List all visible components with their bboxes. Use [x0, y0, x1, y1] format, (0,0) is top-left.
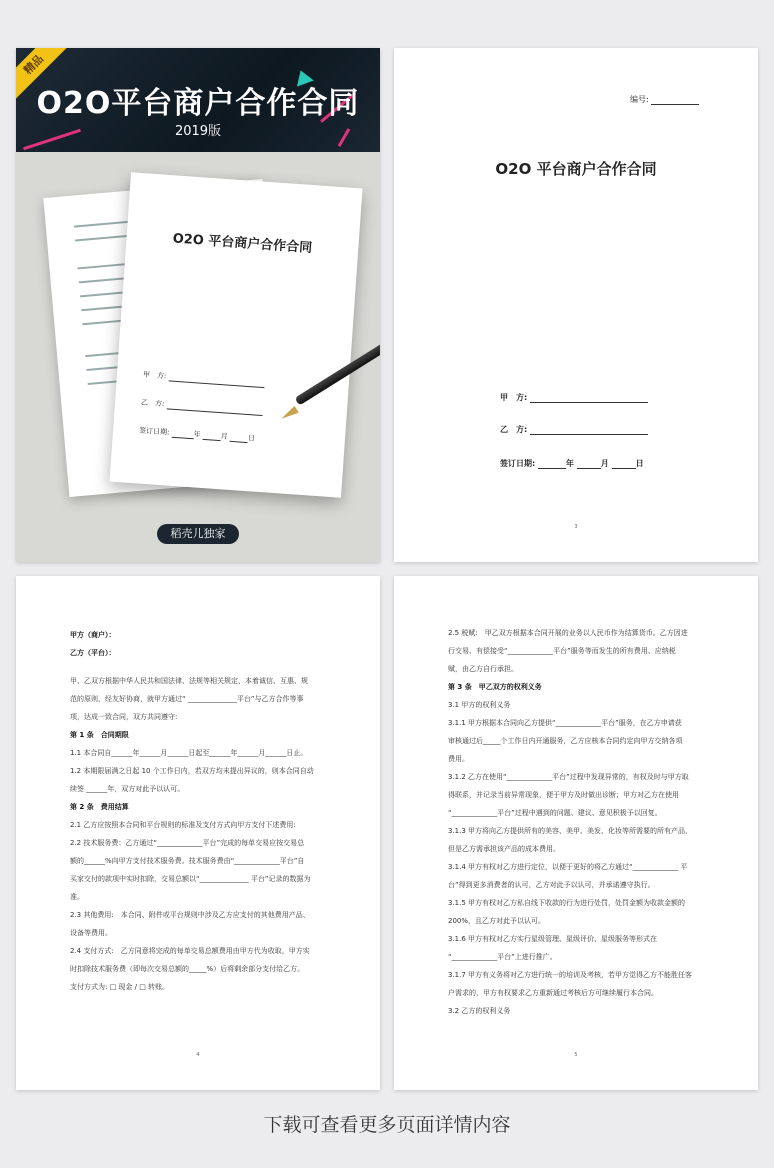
cover-title: O2O平台商户合作合同: [36, 86, 360, 121]
page-number: 5: [574, 1052, 578, 1058]
text-line: “_____________平台”上进行推广。: [448, 953, 557, 961]
serial-number: [630, 94, 699, 105]
front-paper: [109, 172, 362, 497]
text-line: 支付方式为: □ 现金 / □ 转账。: [70, 983, 170, 991]
paper-title: O2O 平台商户合作合同: [172, 231, 313, 257]
party-b-row: [141, 398, 263, 416]
page-number: 4: [196, 1052, 200, 1058]
date-blank: [612, 468, 636, 469]
serial-line: [651, 104, 699, 105]
sign-date-row: [500, 458, 644, 469]
text-line: 准。: [70, 893, 84, 901]
text-line: 3.2 乙方的权利义务: [448, 1007, 511, 1015]
date-blank: [171, 437, 193, 440]
section-heading: 第 2 条 费用结算: [70, 803, 129, 811]
text-line: 3.1.5 甲方有权对乙方私自线下收款的行为进行处罚，处罚金额为收款金额的: [448, 899, 686, 907]
text-line: 3.1 甲方的权利义务: [448, 701, 511, 709]
date-blank: [538, 468, 566, 469]
month-label: 月: [600, 459, 609, 468]
party-a-label: 甲 方:: [500, 393, 528, 402]
text-line: 3.1.1 甲方根据本合同向乙方提供“_____________平台”服务，在乙方申请获: [448, 719, 682, 727]
date-blank: [230, 441, 248, 443]
text-line: 但是乙方需承担该产品的成本费用。: [448, 845, 560, 853]
serial-label: 编号:: [630, 95, 649, 104]
date-blank: [202, 439, 220, 441]
text-line: 甲、乙双方根据中华人民共和国法律、法规等相关规定，本着诚信、互惠、规: [70, 677, 308, 685]
text-line: 2.1 乙方应按照本合同和平台规则的标准及支付方式向甲方支付下述费用:: [70, 821, 296, 829]
section-heading: 甲方（商户）：: [70, 631, 116, 639]
section-heading: 第 3 条 甲乙双方的权利义务: [448, 683, 542, 691]
text-line: 1.1 本合同自______年______月______日起至______年______月______日止。: [70, 749, 308, 757]
text-line: 1.2 本期限届满之日起 10 个工作日内，若双方均未提出异议的，则本合同自动: [70, 767, 314, 775]
text-line: 200%，且乙方对此予以认可。: [448, 917, 546, 925]
sign-date-row: [139, 425, 255, 443]
section-heading: 第 1 条 合同期限: [70, 731, 129, 739]
text-line: 得联系，并记录当前异常现象，便于甲方及时做出诊断；甲方对乙方在使用: [448, 791, 679, 799]
premium-badge: 精品: [16, 48, 70, 101]
text-line: 3.1.7 甲方有义务将对乙方进行统一的培训及考核，若甲方觉得乙方不能胜任客: [448, 971, 693, 979]
party-b-line: [166, 408, 262, 416]
text-line: 时扣除技术服务费（即每次交易总额的_____%）后将剩余部分支付给乙方。: [70, 965, 305, 973]
title-page: [394, 48, 758, 562]
text-line: 台”得到更多消费者的认可，乙方对此予以认可，并承诺遵守执行。: [448, 881, 655, 889]
text-line: 买家交付的款项中实时扣除，交易总额以“______________ 平台”记录的数据为: [70, 875, 311, 883]
date-blank: [577, 468, 601, 469]
month-label: 月: [220, 432, 228, 441]
text-line: 审核通过后_____个工作日内开通服务，乙方应核本合同约定向甲方交纳各项: [448, 737, 683, 745]
party-a-line: [168, 380, 264, 388]
paragraph-gap: [70, 662, 332, 672]
text-line: 续签 ______年，双方对此予以认可。: [70, 785, 185, 793]
party-a-row: [143, 370, 265, 388]
page-body: [448, 624, 710, 1020]
party-b-label: 乙 方:: [140, 398, 165, 409]
text-line: 费用。: [448, 755, 469, 763]
exclusive-badge: 稻壳儿独家: [157, 524, 239, 544]
page-number: 3: [574, 524, 578, 530]
text-line: 2.5 税赋: 甲乙双方根据本合同开展的业务以人民币作为结算货币。乙方因进: [448, 629, 688, 637]
cover-year: 2019版: [174, 124, 222, 139]
cover-banner: [16, 48, 380, 152]
year-label: 年: [193, 430, 201, 439]
sign-date-label: 签订日期:: [500, 459, 536, 468]
party-b-row: [500, 424, 648, 435]
contract-page-5: [394, 576, 758, 1090]
party-a-label: 甲 方:: [142, 370, 167, 381]
year-label: 年: [566, 459, 574, 468]
section-heading: 乙方（平台）：: [70, 649, 116, 657]
text-line: 行交易、有偿接受“_____________平台”服务等而发生的所有费用、应纳税: [448, 647, 676, 655]
text-line: 户需求的，甲方有权要求乙方重新通过考核后方可继续履行本合同。: [448, 989, 658, 997]
text-line: “_____________平台”过程中遇到的问题、建议、意见积极予以回复。: [448, 809, 662, 817]
party-a-row: [500, 392, 648, 403]
doc-title: O2O 平台商户合作合同: [495, 160, 657, 178]
text-line: 设备等费用。: [70, 929, 112, 937]
text-line: 3.1.6 甲方有权对乙方实行星级管理、星级评价、星级服务等形式在: [448, 935, 658, 943]
footer-caption: 下载可查看更多页面详情内容: [263, 1114, 511, 1136]
party-b-line: [530, 434, 648, 435]
sign-date-label: 签订日期:: [138, 426, 170, 437]
contract-page-4: [16, 576, 380, 1090]
text-line: 2.3 其他费用: 本合同、附件或平台规则中涉及乙方应支付的其他费用产品、: [70, 911, 310, 919]
text-line: 赋，由乙方自行承担。: [448, 665, 518, 673]
text-line: 3.1.2 乙方在使用“_____________平台”过程中发现异常的，有权及时与甲方取: [448, 773, 689, 781]
text-line: 3.1.4 甲方有权对乙方进行定位，以便于更好的将乙方通过“_____________ 平: [448, 863, 688, 871]
cover-card: [16, 48, 380, 562]
text-line: 2.4 支付方式: 乙方同意将完成的每单交易总额费用由甲方代为收取，甲方实: [70, 947, 310, 955]
day-label: 日: [635, 459, 644, 468]
day-label: 日: [247, 434, 256, 443]
text-line: 范的原则，经友好协商，就甲方通过“ ______________平台”与乙方合作等事: [70, 695, 304, 703]
party-b-label: 乙 方:: [500, 425, 528, 434]
page-body: [70, 626, 332, 996]
text-line: 2.2 技术服务费：乙方通过“_____________平台”完成的每单交易应按交易总: [70, 839, 305, 847]
text-line: 额的______%向甲方支付技术服务费。技术服务费由“_____________平台”自: [70, 857, 305, 865]
text-line: 项，达成一致合同，双方共同遵守:: [70, 713, 178, 721]
text-line: 3.1.3 甲方将向乙方提供所有的美容、美甲、美发、化妆等所需要的所有产品，: [448, 827, 693, 835]
party-a-line: [530, 402, 648, 403]
